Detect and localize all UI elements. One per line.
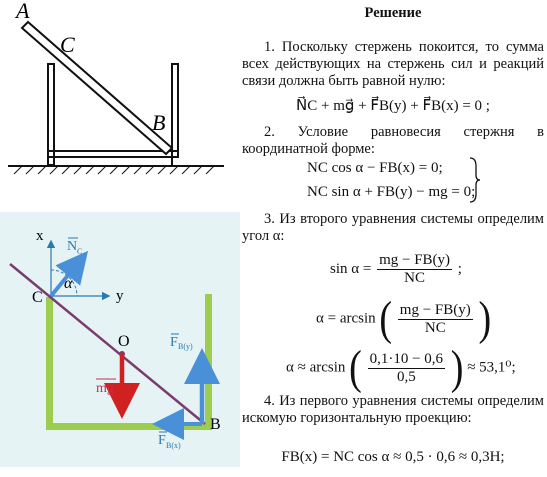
- eq5-numerator: 0,1·10 − 0,6: [369, 350, 444, 367]
- rod-setup-drawing: [0, 0, 245, 200]
- mg-label: [96, 379, 116, 396]
- eq4-numerator: mg − FB(y): [399, 301, 471, 318]
- paragraph-2: 2. Условие равновесия стержня в координатной форме:: [242, 124, 544, 157]
- equation-alpha-arcsin: α = arcsin ( $\frac{mg - FB(y)}{NC}$ ): [316, 292, 492, 346]
- eq3-numerator: mg − FB(y): [379, 252, 451, 268]
- eq3-lhs: sin α =: [330, 260, 372, 277]
- equation-sin-alpha: [330, 252, 462, 287]
- svg-text:B(x): B(x): [166, 441, 181, 450]
- svg-text:N: N: [67, 239, 78, 254]
- force-diagram: [0, 212, 245, 472]
- eq3-denominator: NC: [404, 270, 425, 286]
- paragraph-1: 1. Поскольку стержень покоится, то сумма всех действующих на стержень сил и реакций связи должна быть равной нулю:: [242, 39, 544, 89]
- label-a: A: [16, 0, 30, 23]
- alpha-label: α: [64, 275, 73, 292]
- label-c: C: [60, 32, 75, 57]
- equation-vector-sum: N⃗C + mg⃗ + F⃗B(y) + F⃗B(x) = 0 ;: [296, 98, 490, 114]
- svg-text:F: F: [170, 335, 178, 350]
- paragraph-4: 4. Из первого уравнения системы определим искомую горизонтальную проекцию:: [242, 393, 544, 426]
- point-c-label: C: [32, 289, 43, 306]
- svg-text:F: F: [158, 433, 166, 448]
- label-b: B: [152, 110, 166, 135]
- rod: [22, 22, 172, 154]
- force-diagram-figure: [0, 212, 245, 477]
- eq3-fraction: [377, 252, 452, 287]
- equation-fbx-result: FB(x) = NC cos α ≈ 0,5 · 0,6 ≈ 0,3H;: [281, 449, 505, 465]
- paragraph-3: 3. Из второго уравнения системы определим угол α:: [242, 211, 544, 244]
- eq4-denominator: NC: [424, 319, 446, 336]
- point-o-label: O: [118, 333, 130, 350]
- svg-text:C: C: [77, 247, 83, 256]
- equation-system-2: NC sin α + FB(y) − mg = 0;: [307, 184, 476, 200]
- eq3-tail: ;: [457, 260, 462, 277]
- solution-title: Решение: [364, 5, 422, 21]
- equation-alpha-numeric: α ≈ arcsin ( $\frac{0,1\cdot 10 - 0,6}{0,5}$ ) ≈ 53,1⁰;: [286, 341, 516, 395]
- eq4-lhs: α = arcsin: [316, 310, 376, 327]
- axis-x-label: x: [36, 228, 44, 244]
- floor-hatching: [14, 166, 214, 174]
- point-b-label: B: [210, 416, 221, 433]
- equation-system-1: NC cos α − FB(x) = 0;: [307, 160, 443, 176]
- system-brace: [468, 156, 482, 204]
- eq5-tail: ≈ 53,1⁰;: [467, 359, 516, 376]
- eq5-denominator: 0,5: [396, 368, 416, 385]
- svg-text:mg: mg: [96, 381, 114, 396]
- eq5-lhs: α ≈ arcsin: [286, 359, 346, 376]
- eq5-fraction: [368, 351, 445, 386]
- svg-text:B(y): B(y): [178, 342, 193, 351]
- axis-y-label: y: [116, 288, 124, 304]
- rod-setup-figure: [0, 0, 245, 205]
- eq4-fraction: [398, 302, 473, 337]
